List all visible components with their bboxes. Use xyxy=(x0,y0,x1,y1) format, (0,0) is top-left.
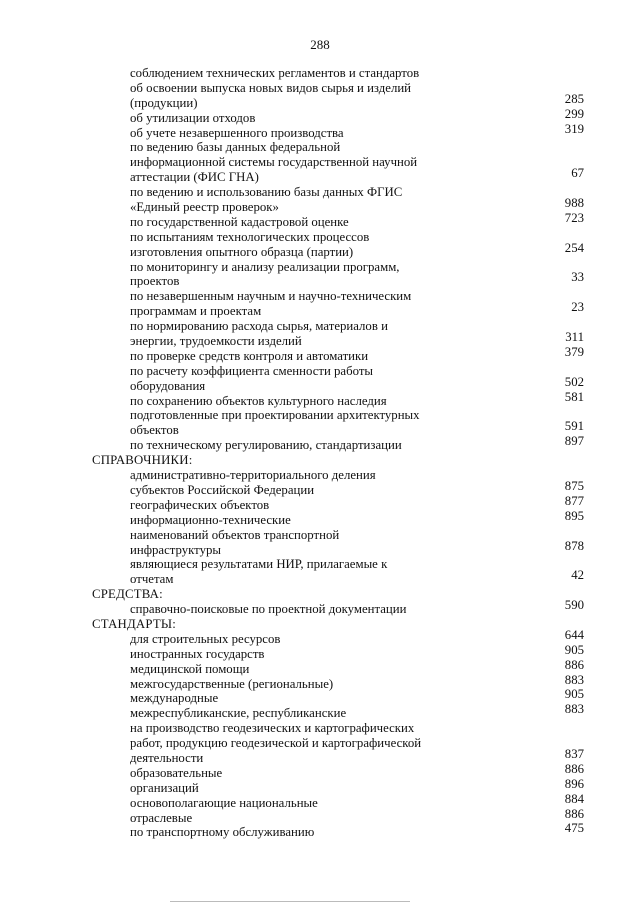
entry-page-number: 23 xyxy=(571,300,584,315)
entry-text: проектов xyxy=(130,274,180,289)
entry-page-number: 475 xyxy=(564,821,584,836)
entry-text: по транспортному обслуживанию xyxy=(130,825,315,840)
index-entry xyxy=(0,185,640,200)
entry-text: межреспубликанские, республиканские xyxy=(130,706,347,721)
entry-text: об утилизации отходов xyxy=(130,110,256,125)
entry-text: медицинской помощи xyxy=(130,661,250,676)
entry-text: образовательные xyxy=(130,765,223,780)
entry-text: по расчету коэффициента сменности работы xyxy=(130,363,374,378)
index-entry xyxy=(0,81,640,96)
entry-page-number: 884 xyxy=(564,791,584,806)
entry-text: соблюдением технических регламентов и стандартов xyxy=(130,66,420,80)
index-entry xyxy=(0,557,640,572)
entry-page-number: 591 xyxy=(564,419,584,434)
entry-page-number: 895 xyxy=(564,508,584,523)
index-entry xyxy=(0,140,640,155)
index-entry xyxy=(0,468,640,483)
entry-text: «Единый реестр проверок» xyxy=(130,200,279,215)
index-entry xyxy=(0,389,640,409)
index-entry xyxy=(0,155,640,170)
section-heading xyxy=(0,453,640,468)
index-entry xyxy=(0,66,640,81)
entry-page-number: 988 xyxy=(564,196,584,211)
section-heading xyxy=(0,587,640,602)
index-entry xyxy=(0,166,640,185)
entry-text: деятельности xyxy=(130,750,204,765)
index-entry xyxy=(0,121,640,141)
entry-text: по мониторингу и анализу реализации программ, xyxy=(130,259,400,274)
entry-page-number: 883 xyxy=(564,702,584,717)
entry-text: энергии, трудоемкости изделий xyxy=(130,334,302,349)
entry-text: являющиеся результатами НИР, прилагаемые к xyxy=(130,557,388,572)
entry-text: по проверке средств контроля и автоматики xyxy=(130,348,369,363)
section-heading xyxy=(0,617,640,632)
entry-text: отраслевые xyxy=(130,810,193,825)
entry-page-number: 883 xyxy=(564,672,584,687)
entry-page-number: 886 xyxy=(564,761,584,776)
index-entry xyxy=(0,374,640,394)
entry-text: иностранных государств xyxy=(130,646,265,661)
entry-text: справочно-поисковые по проектной документации xyxy=(130,602,407,617)
page-number: 288 xyxy=(310,37,330,52)
entry-text: изготовления опытного образца (партии) xyxy=(130,244,354,259)
entry-text: работ, продукцию геодезической и картографической xyxy=(130,736,422,751)
index-entry xyxy=(0,260,640,275)
entry-page-number: 875 xyxy=(564,478,584,493)
entry-page-number: 311 xyxy=(565,330,584,345)
entry-text: на производство геодезических и картографических xyxy=(130,721,415,736)
index-entry xyxy=(0,508,640,528)
entry-text: по сохранению объектов культурного наследия xyxy=(130,393,387,408)
entry-page-number: 878 xyxy=(564,538,584,553)
entry-text: информационной системы государственной научной xyxy=(130,155,418,170)
entry-text: оборудования xyxy=(130,378,206,393)
index-entry xyxy=(0,210,640,230)
index-entry xyxy=(0,598,640,617)
entry-text: об освоении выпуска новых видов сырья и изделий xyxy=(130,80,412,95)
index-entry xyxy=(0,493,640,513)
entry-text: по незавершенным научным и научно-техническим xyxy=(130,289,412,304)
entry-page-number: 644 xyxy=(564,627,584,642)
entry-text: географических объектов xyxy=(130,497,270,512)
index-entry xyxy=(0,776,640,796)
section-heading-text: СТАНДАРТЫ: xyxy=(92,616,176,631)
index-entry xyxy=(0,791,640,811)
index-entry xyxy=(0,344,640,364)
entry-page-number: 886 xyxy=(564,806,584,821)
entry-text: отчетам xyxy=(130,572,174,587)
index-entry xyxy=(0,687,640,706)
entry-text: по государственной кадастровой оценке xyxy=(130,214,349,229)
entry-page-number: 285 xyxy=(564,91,584,106)
entry-page-number: 379 xyxy=(564,344,584,359)
entry-page-number: 33 xyxy=(571,270,584,285)
entry-page-number: 581 xyxy=(564,389,584,404)
index-entry xyxy=(0,806,640,826)
entry-page-number: 905 xyxy=(564,687,584,702)
entry-text: по ведению и использованию базы данных ФГИС xyxy=(130,185,403,200)
entry-page-number: 837 xyxy=(564,746,584,761)
index-entry xyxy=(0,478,640,498)
index-entry xyxy=(0,270,640,289)
index-entry xyxy=(0,289,640,304)
entry-text: основополагающие национальные xyxy=(130,795,318,810)
index-entry xyxy=(0,702,640,721)
entry-page-number: 299 xyxy=(564,106,584,121)
entry-text: административно-территориального деления xyxy=(130,468,376,483)
index-entry xyxy=(0,419,640,438)
entry-page-number: 886 xyxy=(564,657,584,672)
index-entry xyxy=(0,196,640,215)
entry-text: об учете незавершенного производства xyxy=(130,125,344,140)
entry-text: программам и проектам xyxy=(130,304,262,319)
entry-text: по ведению базы данных федеральной xyxy=(130,140,341,155)
entry-text: межгосударственные (региональные) xyxy=(130,676,334,691)
index-entry xyxy=(0,91,640,111)
entry-page-number: 254 xyxy=(564,240,584,255)
entry-text: по нормированию расхода сырья, материалов и xyxy=(130,319,388,334)
entry-page-number: 723 xyxy=(564,210,584,225)
index-entry xyxy=(0,568,640,587)
scan-edge-line xyxy=(170,901,410,902)
entry-text: субъектов Российской Федерации xyxy=(130,482,315,497)
entry-text: подготовленные при проектировании архитектурных xyxy=(130,408,420,423)
index-entry xyxy=(0,721,640,736)
entry-text: международные xyxy=(130,691,219,706)
index-entry xyxy=(0,434,640,453)
entry-page-number: 319 xyxy=(564,121,584,136)
entry-text: инфраструктуры xyxy=(130,542,221,557)
index-entries xyxy=(0,66,640,840)
index-entry xyxy=(0,746,640,766)
entry-page-number: 896 xyxy=(564,776,584,791)
index-entry xyxy=(0,672,640,692)
index-entry xyxy=(0,364,640,379)
entry-text: организаций xyxy=(130,780,199,795)
index-entry xyxy=(0,627,640,647)
index-entry xyxy=(0,330,640,349)
index-entry xyxy=(0,528,640,543)
entry-text: наименований объектов транспортной xyxy=(130,527,340,542)
entry-text: информационно-технические xyxy=(130,512,291,527)
index-entry xyxy=(0,736,640,751)
entry-text: аттестации (ФИС ГНА) xyxy=(130,170,259,185)
index-entry xyxy=(0,106,640,126)
index-entry xyxy=(0,642,640,662)
index-entry xyxy=(0,230,640,245)
entry-page-number: 590 xyxy=(564,598,584,613)
entry-page-number: 502 xyxy=(564,374,584,389)
index-entry xyxy=(0,240,640,260)
index-entry xyxy=(0,538,640,558)
entry-page-number: 42 xyxy=(571,568,584,583)
index-entry xyxy=(0,761,640,781)
entry-page-number: 877 xyxy=(564,493,584,508)
entry-text: по испытаниям технологических процессов xyxy=(130,229,370,244)
entry-page-number: 905 xyxy=(564,642,584,657)
index-entry xyxy=(0,319,640,334)
entry-text: для строительных ресурсов xyxy=(130,631,281,646)
entry-page-number: 897 xyxy=(564,434,584,449)
index-entry xyxy=(0,300,640,319)
entry-text: объектов xyxy=(130,423,179,438)
entry-text: (продукции) xyxy=(130,95,198,110)
section-heading-text: СПРАВОЧНИКИ: xyxy=(92,453,193,468)
entry-text: по техническому регулированию, стандартизации xyxy=(130,438,402,453)
index-entry xyxy=(0,408,640,423)
section-heading-text: СРЕДСТВА: xyxy=(92,587,163,602)
index-entry xyxy=(0,821,640,840)
index-entry xyxy=(0,657,640,677)
entry-page-number: 67 xyxy=(571,166,584,181)
